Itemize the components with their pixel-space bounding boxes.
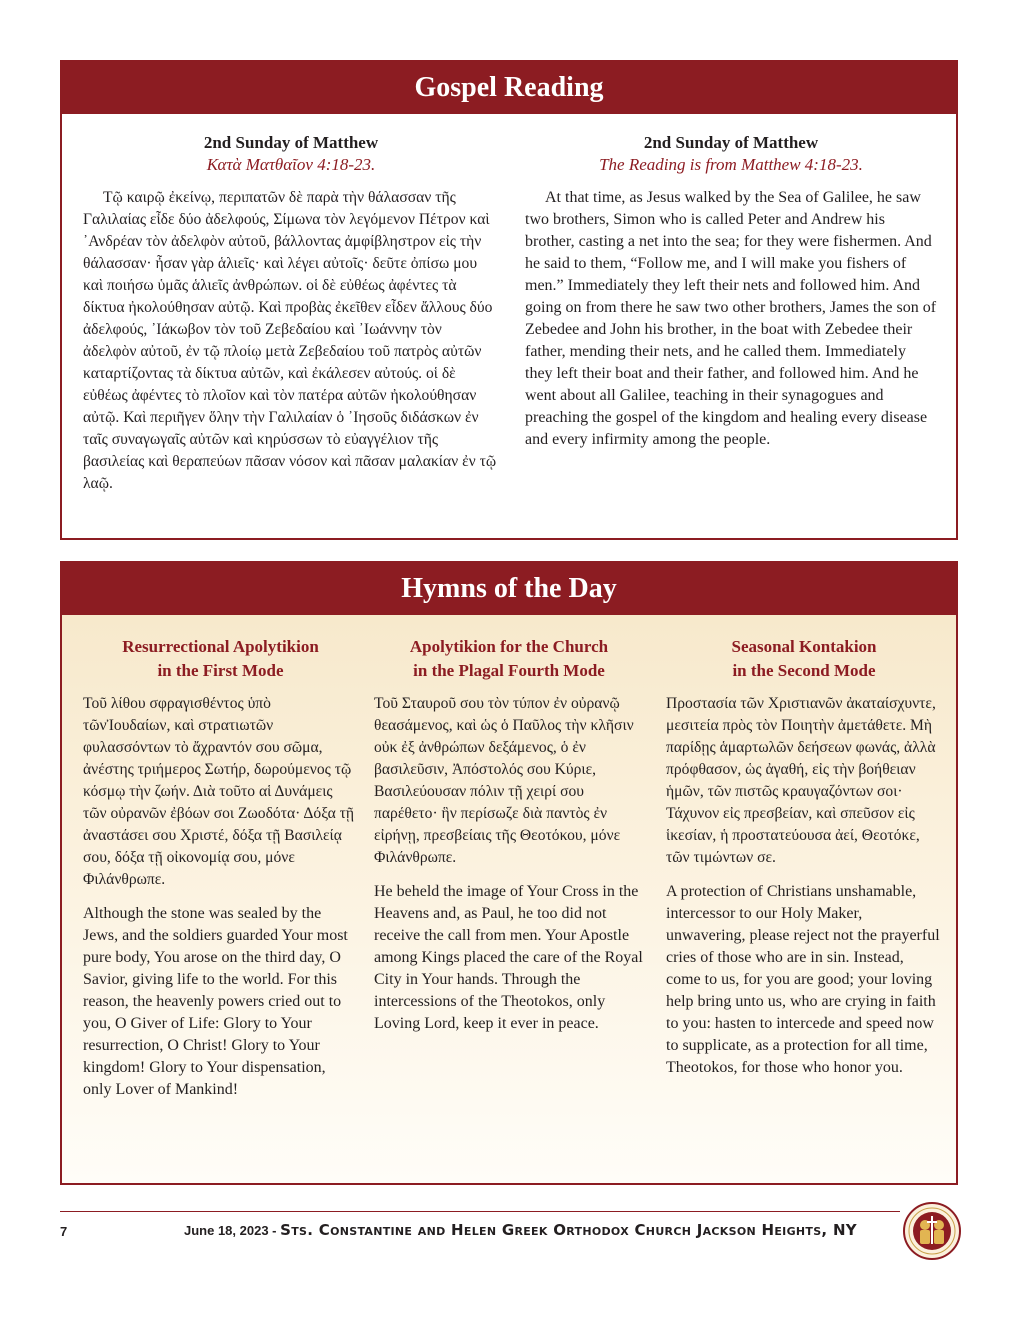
footer-separator: - — [268, 1223, 281, 1238]
footer-date: June 18, 2023 — [184, 1223, 269, 1238]
gospel-reading-section — [60, 60, 958, 540]
gospel-greek-text: Τῷ καιρῷ ἐκείνῳ, περιπατῶν δὲ παρὰ τὴν θάλασσαν τῆς Γαλιλαίας εἶδε δύο ἀδελφούς, Σίμωνα τὸν λεγόμενον Πέτρον καὶ ᾿Ανδρέαν τὸν ἀδελφὸν αὐτοῦ, βάλλοντας ἀμφίβληστρον εἰς τὴν θάλασσαν· ἦσαν γὰρ ἁλιεῖς· καὶ λέγει αὐτοῖς· δεῦτε ὀπίσω μου καὶ ποιήσω ὑμᾶς ἁλιεῖς ἀνθρώπων. οἱ δὲ εὐθέως ἀφέντες τὰ δίκτυα ἠκολούθησαν αὐτῷ. Καὶ προβὰς ἐκεῖθεν εἶδεν ἄλλους δύο ἀδελφούς, ᾿Ιάκωβον τὸν τοῦ Ζεβεδαίου καὶ ᾿Ιωάννην τὸν ἀδελφὸν αὐτοῦ, ἐν τῷ πλοίῳ μετὰ Ζεβεδαίου τοῦ πατρὸς αὐτῶν καταρτίζοντας τὰ δίκτυα αὐτῶν, καὶ ἐκάλεσεν αὐτούς. οἱ δὲ εὐθέως ἀφέντες τὸ πλοῖον καὶ τὸν πατέρα αὐτῶν ἠκολούθησαν αὐτῷ. Καὶ περιῆγεν ὅλην τὴν Γαλιλαίαν ὁ ᾿Ιησοῦς διδάσκων ἐν ταῖς συναγωγαῖς αὐτῶν καὶ κηρύσσων τὸ εὐαγγέλιον τῆς βασιλείας καὶ θεραπεύων πᾶσαν νόσον καὶ πᾶσαν μαλακίαν ἐν τῷ λαῷ. — [83, 189, 497, 492]
hymn-column-church-apolytikion — [374, 635, 644, 1047]
gospel-english-text: At that time, as Jesus walked by the Sea of Galilee, he saw two brothers, Simon who is called Peter and Andrew his brother, casting a net into the sea; for they were fishermen. And he said to them, “Follow me, and I will make you fishers of men.” Immediately they left their nets and followed him. And going on from there he saw two other brothers, James the son of Zebedee and John his brother, in the boat with Zebedee their father, mending their nets, and he called them. Immediately they left their boat and their father, and followed him. And he went about all Galilee, teaching in their synagogues and preaching the gospel of the kingdom and healing every disease and every infirmity among the people. — [525, 189, 937, 448]
footer-divider — [60, 1211, 900, 1212]
gospel-english-title: 2nd Sunday of Matthew — [643, 133, 819, 152]
gospel-english-reference: The Reading is from Matthew 4:18-23. — [599, 155, 863, 174]
page-number: 7 — [60, 1224, 68, 1239]
gospel-reading-header: Gospel Reading — [62, 62, 956, 114]
church-seal-logo — [902, 1201, 962, 1261]
footer-text — [184, 1221, 857, 1239]
hymn-english-text: He beheld the image of Your Cross in the Heavens and, as Paul, he too did not receive the call from men. Your Apostle among Kings placed the care of the Royal City in Your hands. Through the intercessions of the Theotokos, only Loving Lord, keep it ever in peace. — [374, 883, 643, 1032]
hymns-header: Hymns of the Day — [62, 563, 956, 615]
hymn-greek-text: Τοῦ Σταυροῦ σου τὸν τύπον ἐν οὐρανῷ θεασάμενος, καὶ ὡς ὁ Παῦλος τὴν κλῆσιν οὐκ ἐξ ἀνθρώπων δεξάμενος, ὁ ἐν βασιλεῦσιν, Ἀπόστολός σου Κύριε, Βασιλεύουσαν πόλιν τῇ χειρί σου παρέθετο· ἣν περίσωζε διὰ παντὸς ἐν εἰρήνῃ, πρεσβείαις τῆς Θεοτόκου, μόνε Φιλάνθρωπε. — [374, 695, 634, 866]
hymns-of-the-day-section — [60, 561, 958, 1185]
hymn-title-line: in the Plagal Fourth Mode — [413, 661, 605, 680]
hymn-greek-text: Προστασία τῶν Χριστιανῶν ἀκαταίσχυντε, μεσιτεία πρὸς τὸν Ποιητὴν ἀμετάθετε. Μὴ παρίδῃς ἁμαρτωλῶν δεήσεων φωνάς, ἀλλὰ πρόφθασον, ὡς ἀγαθή, εἰς τὴν βοήθειαν ἡμῶν, τῶν πιστῶς κραυγαζόντων σοι· Τάχυνον εἰς πρεσβείαν, καὶ σπεῦσον εἰς ἱκεσίαν, ἡ προστατεύουσα ἀεί, Θεοτόκε, τῶν τιμώντων σε. — [666, 695, 936, 866]
hymn-greek-text: Τοῦ λίθου σφραγισθέντος ὑπὸ τῶνἸουδαίων, καὶ στρατιωτῶν φυλασσόντων τὸ ἄχραντόν σου σῶμα, ἀνέστης τριήμερος Σωτήρ, δωρούμενος τῷ κόσμῳ τὴν ζωήν. Διὰ τοῦτο αἱ Δυνάμεις τῶν οὐρανῶν ἐβόων σοι Ζωοδότα· Δόξα τῇ ἀναστάσει σου Χριστέ, δόξα τῇ Βασιλείᾳ σου, δόξα τῇ οἰκονομίᾳ σου, μόνε Φιλάνθρωπε. — [83, 695, 355, 888]
gospel-english-column — [525, 132, 937, 451]
hymn-english-text: A protection of Christians unshamable, intercessor to our Holy Maker, unwavering, please reject not the prayerful cries of those who are in sin. Instead, come to us, for you are good; your loving help bring unto us, who are crying in faith to you: hasten to intercede and speed now to supplicate, as a protection for all time, Theotokos, for those who honor you. — [666, 883, 940, 1076]
hymn-english-text: Although the stone was sealed by the Jews, and the soldiers guarded Your most pure body, You arose on the third day, O Savior, giving life to the world. For this reason, the heavenly powers cried out to you, O Giver of Life: Glory to Your resurrection, O Christ! Glory to Your kingdom! Glory to Your dispensation, only Lover of Mankind! — [83, 905, 348, 1098]
hymn-title-line: in the Second Mode — [732, 661, 876, 680]
hymn-title — [374, 635, 644, 683]
hymn-title — [83, 635, 358, 683]
hymn-title-line: Resurrectional Apolytikion — [122, 637, 319, 656]
gospel-greek-column — [83, 132, 499, 495]
hymn-title-line: in the First Mode — [157, 661, 284, 680]
gospel-greek-reference: Κατὰ Ματθαῖον 4:18-23. — [206, 155, 376, 174]
gospel-greek-title: 2nd Sunday of Matthew — [203, 133, 379, 152]
church-seal-icon — [902, 1201, 962, 1261]
hymn-title-line: Seasonal Kontakion — [731, 637, 877, 656]
hymn-title — [666, 635, 942, 683]
hymn-column-resurrectional-apolytikion — [83, 635, 358, 1113]
footer-church-name: Sts. Constantine and Helen Greek Orthodox Church Jackson Heights, NY — [280, 1221, 857, 1239]
hymn-column-seasonal-kontakion — [666, 635, 942, 1091]
hymn-title-line: Apolytikion for the Church — [409, 637, 609, 656]
